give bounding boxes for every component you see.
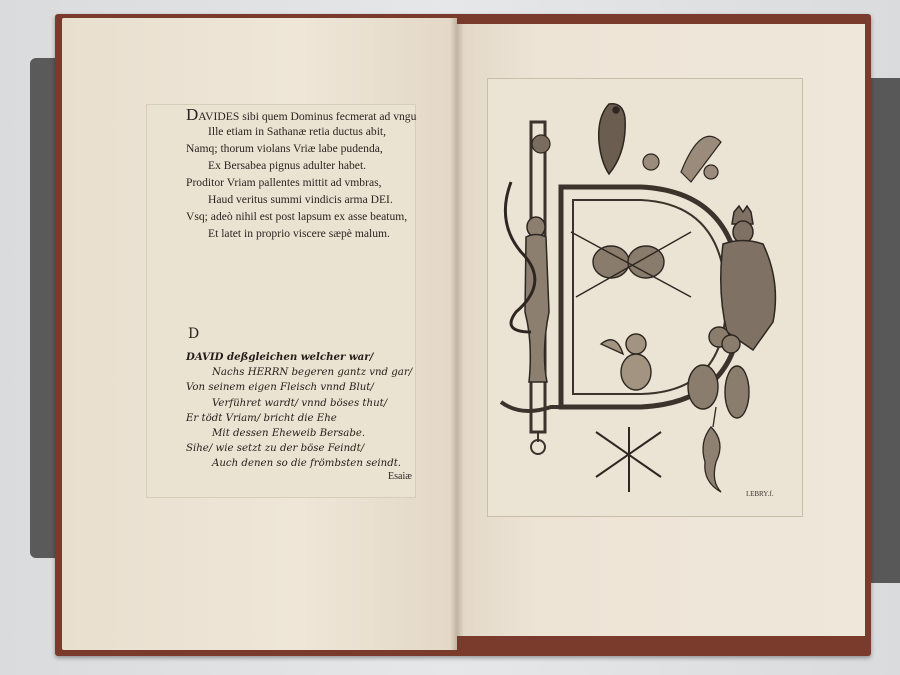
latin-verse (186, 106, 416, 242)
engraver-signature: I.EBRY.f. (746, 490, 774, 498)
latin-line: Ex Bersabea pignus adulter habet. (208, 159, 367, 172)
flower-spray (643, 136, 721, 182)
arrow-bundle (596, 427, 661, 492)
german-line: Nachs HERRN begeren gantz vnd gar/ (212, 367, 413, 379)
latin-line: Proditor Vriam pallentes mittit ad vmbras, (186, 176, 382, 189)
book-gutter (450, 18, 464, 650)
german-line: Von seinem eigen Fleisch vnnd Blut/ (186, 382, 374, 394)
german-verse (186, 350, 416, 472)
parrot-figure (599, 104, 625, 174)
german-line: Auch denen so die frömbsten seindt. (212, 458, 402, 470)
hanging-fish (703, 407, 721, 492)
cherub-figure (601, 334, 651, 390)
mask-ornament (532, 135, 550, 153)
king-figure (721, 206, 776, 350)
drop-letter: D (188, 326, 200, 342)
latin-line: Vsq; adeò nihil est post lapsum ex asse beatum, (186, 210, 408, 223)
latin-line: Namq; thorum violans Vriæ labe pudenda, (186, 142, 383, 155)
german-line: DAVID deßgleichen welcher war/ (186, 351, 374, 363)
latin-line: Et latet in proprio viscere sæpè malum. (208, 227, 390, 240)
trophy-cluster (571, 232, 691, 297)
book-cradle-right (866, 78, 900, 583)
catchword: Esaiæ (388, 471, 412, 482)
german-line: Mit dessen Eheweib Bersabe. (212, 428, 366, 440)
ornamental-letter-d-engraving (491, 82, 797, 511)
latin-line: Haud veritus summi vindicis arma DEI. (208, 193, 393, 206)
serpent-woman-figure (505, 182, 549, 382)
german-line: Er tödt Vriam/ bricht die Ehe (186, 412, 337, 424)
german-line: Sihe/ wie setzt zu der böse Feindt/ (186, 443, 365, 455)
latin-line: DAVIDES sibi quem Dominus fecmerat ad vngu (186, 105, 417, 124)
latin-line: Ille etiam in Sathanæ retia ductus abit, (208, 125, 387, 138)
german-line: Verführet wardt/ vnnd böses thut/ (212, 397, 388, 409)
